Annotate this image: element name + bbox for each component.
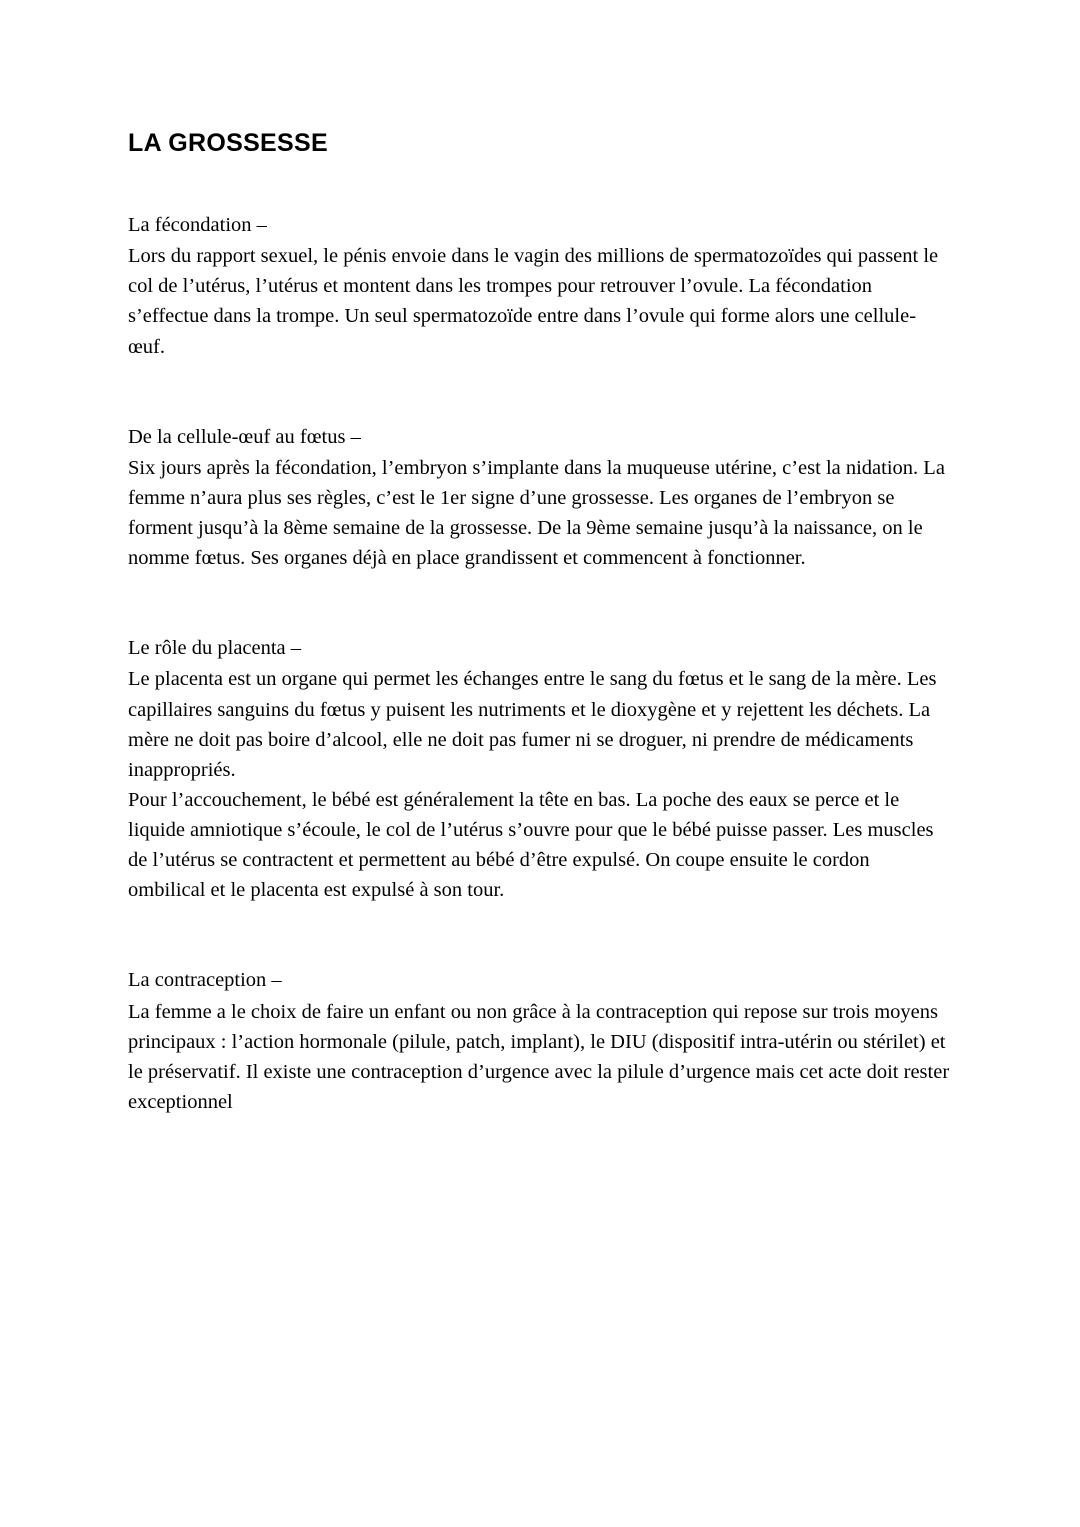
section-paragraph: Le placenta est un organe qui permet les échanges entre le sang du fœtus et le sang de la mère. Les capillaires sanguins du fœtus y puisent les nutriments et le dioxygène et y rejettent les déchets. La mère ne doit pas boire d’alcool, elle ne doit pas fumer ni se droguer, ni prendre de médicaments inappropriés. bbox=[128, 668, 937, 781]
section-paragraph: Six jours après la fécondation, l’embryon s’implante dans la muqueuse utérine, c’est la nidation. La femme n’aura plus ses règles, c’est le 1er signe d’une grossesse. Les organes de l’embryon se forment jusqu’à la 8ème semaine de la grossesse. De la 9ème semaine jusqu’à la naissance, on le nomme fœtus. Ses organes déjà en place grandissent et commencent à fonctionner. bbox=[128, 456, 945, 570]
section-paragraph: La femme a le choix de faire un enfant ou non grâce à la contraception qui repose sur trois moyens principaux : l’action hormonale (pilule, patch, implant), le DIU (dispositif intra-utérin ou stérilet) et le préservatif. Il existe une contraception d’urgence avec la pilule d’urgence mais cet acte doit rester exceptionnel bbox=[128, 1000, 950, 1113]
section-heading: De la cellule-œuf au fœtus – bbox=[128, 425, 361, 448]
section-heading: La fécondation – bbox=[128, 214, 267, 236]
section-de-la-cellule-oeuf-au-foetus bbox=[128, 422, 952, 574]
section-spacer bbox=[128, 943, 952, 965]
section-le-role-du-placenta bbox=[128, 633, 952, 905]
page-title: LA GROSSESSE bbox=[128, 129, 328, 157]
section-la-fecondation bbox=[128, 210, 952, 362]
section-la-contraception bbox=[128, 965, 952, 1117]
section-paragraph: Lors du rapport sexuel, le pénis envoie dans le vagin des millions de spermatozoïdes qui passent le col de l’utérus, l’utérus et montent dans les trompes pour retrouver l’ovule. La fécondation s’effectue dans la trompe. Un seul spermatozoïde entre dans l’ovule qui forme alors une cellule-œuf. bbox=[128, 245, 939, 358]
section-spacer bbox=[128, 611, 952, 633]
section-heading: Le rôle du placenta – bbox=[128, 637, 302, 660]
section-spacer bbox=[128, 400, 952, 422]
section-heading: La contraception – bbox=[128, 969, 282, 992]
section-paragraph: Pour l’accouchement, le bébé est généralement la tête en bas. La poche des eaux se perce et le liquide amniotique s’écoule, le col de l’utérus s’ouvre pour que le bébé puisse passer. Les muscles de l’utérus se contractent et permettent au bébé d’être expulsé. On coupe ensuite le cordon ombilical et le placenta est expulsé à son tour. bbox=[128, 788, 934, 902]
